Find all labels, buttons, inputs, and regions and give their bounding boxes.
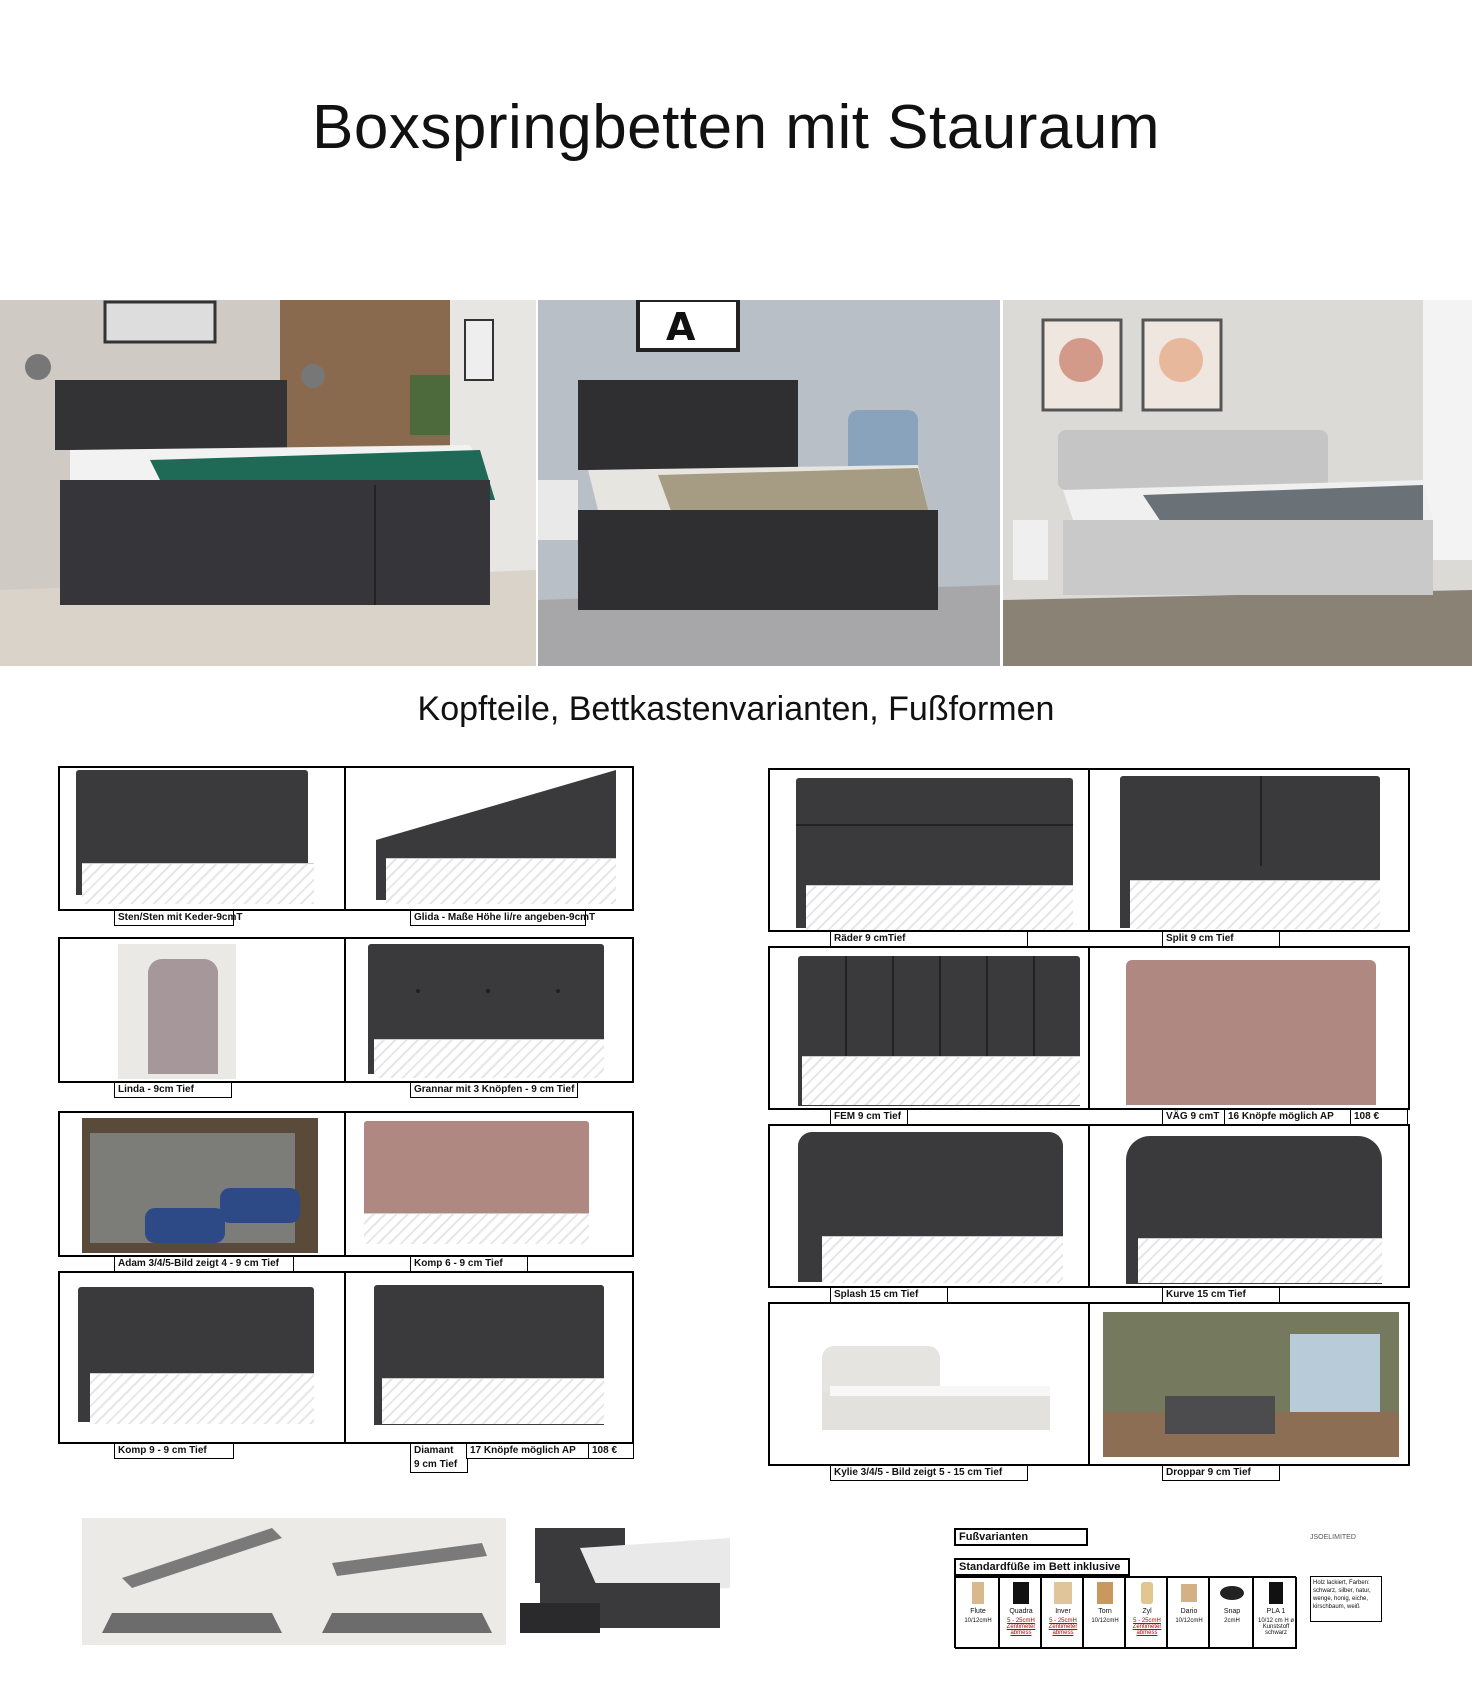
- foot-zyl: Zyl 5 - 25cmH Zentimeter abmess: [1125, 1577, 1167, 1649]
- foot-snap: Snap 2cmH: [1209, 1577, 1253, 1649]
- caption-diamant-note: 17 Knöpfe möglich AP: [466, 1444, 590, 1459]
- bed-kylie: [768, 1302, 1090, 1466]
- feet-table: [954, 1576, 1296, 1648]
- feet-color-note: Holz lackiert, Farben: schwarz, silber, natur, wenge, honig, eiche, kirschbaum, weiß: [1310, 1576, 1382, 1622]
- caption-diamant-price: 108 €: [588, 1444, 634, 1459]
- caption-droppar: Droppar 9 cm Tief: [1162, 1466, 1280, 1481]
- feet-subheading: Standardfüße im Bett inklusive: [954, 1558, 1130, 1576]
- caption-raeder: Räder 9 cmTief: [830, 932, 1028, 947]
- caption-komp6: Komp 6 - 9 cm Tief: [410, 1257, 528, 1272]
- foot-quadra: Quadra 5 - 25cmH Zentimeter abmess: [999, 1577, 1041, 1649]
- headboard-fem: [768, 946, 1090, 1110]
- foot-inver: Inver 5 - 25cmH Zentimeter abmess: [1041, 1577, 1083, 1649]
- storage-drawer-photo: [520, 1518, 736, 1645]
- caption-diamant-depth: 9 cm Tief: [410, 1458, 468, 1473]
- caption-diamant-name: Diamant: [410, 1444, 468, 1459]
- foot-dario: Dario 10/12cmH: [1167, 1577, 1209, 1649]
- caption-kurve: Kurve 15 cm Tief: [1162, 1288, 1280, 1303]
- headboard-glida: [344, 766, 634, 911]
- feet-heading: Fußvarianten: [954, 1528, 1088, 1546]
- headboard-grannar: [344, 937, 634, 1083]
- foot-flute: Flute 10/12cmH: [955, 1577, 999, 1649]
- headboard-adam: [58, 1111, 346, 1257]
- section-subtitle: Kopfteile, Bettkastenvarianten, Fußformen: [417, 690, 1055, 728]
- headboard-komp6: [344, 1111, 634, 1257]
- caption-komp9: Komp 9 - 9 cm Tief: [114, 1444, 234, 1459]
- caption-vaeg-price: 108 €: [1350, 1110, 1408, 1125]
- headboard-sten: [58, 766, 346, 911]
- caption-adam: Adam 3/4/5-Bild zeigt 4 - 9 cm Tief: [114, 1257, 294, 1272]
- headboard-diamant: [344, 1271, 634, 1444]
- hero-photo-bed-2: [538, 300, 1000, 666]
- headboard-vaeg: [1088, 946, 1410, 1110]
- caption-split: Split 9 cm Tief: [1162, 932, 1280, 947]
- svg-text:A: A: [666, 305, 696, 349]
- headboard-splash: [768, 1124, 1090, 1288]
- room-droppar: [1088, 1302, 1410, 1466]
- caption-vaeg: VÄG 9 cmT: [1162, 1110, 1226, 1125]
- caption-vaeg-note: 16 Knöpfe möglich AP: [1224, 1110, 1352, 1125]
- foot-pla1: PLA 1 10/12 cm H ø Kunststoff schwarz: [1253, 1577, 1297, 1649]
- caption-splash: Splash 15 cm Tief: [830, 1288, 948, 1303]
- headboard-split: [1088, 768, 1410, 932]
- headboard-kurve: [1088, 1124, 1410, 1288]
- brand-logo: JSOELIMITED: [1310, 1534, 1356, 1541]
- caption-linda: Linda - 9cm Tief: [114, 1083, 232, 1098]
- caption-fem: FEM 9 cm Tief: [830, 1110, 908, 1125]
- caption-glida: Glida - Maße Höhe li/re angeben-9cmT: [410, 911, 586, 926]
- headboard-linda: [58, 937, 346, 1083]
- headboard-raeder: [768, 768, 1090, 932]
- page-title: Boxspringbetten mit Stauraum: [312, 93, 1160, 162]
- caption-sten: Sten/Sten mit Keder-9cmT: [114, 911, 234, 926]
- caption-grannar: Grannar mit 3 Knöpfen - 9 cm Tief: [410, 1083, 578, 1098]
- caption-kylie: Kylie 3/4/5 - Bild zeigt 5 - 15 cm Tief: [830, 1466, 1028, 1481]
- storage-lift-photos: [82, 1518, 506, 1645]
- foot-torn: Torn 10/12cmH: [1083, 1577, 1125, 1649]
- headboard-komp9: [58, 1271, 346, 1444]
- hero-photo-bed-1: [0, 300, 536, 666]
- hero-photo-bed-3: [1003, 300, 1472, 666]
